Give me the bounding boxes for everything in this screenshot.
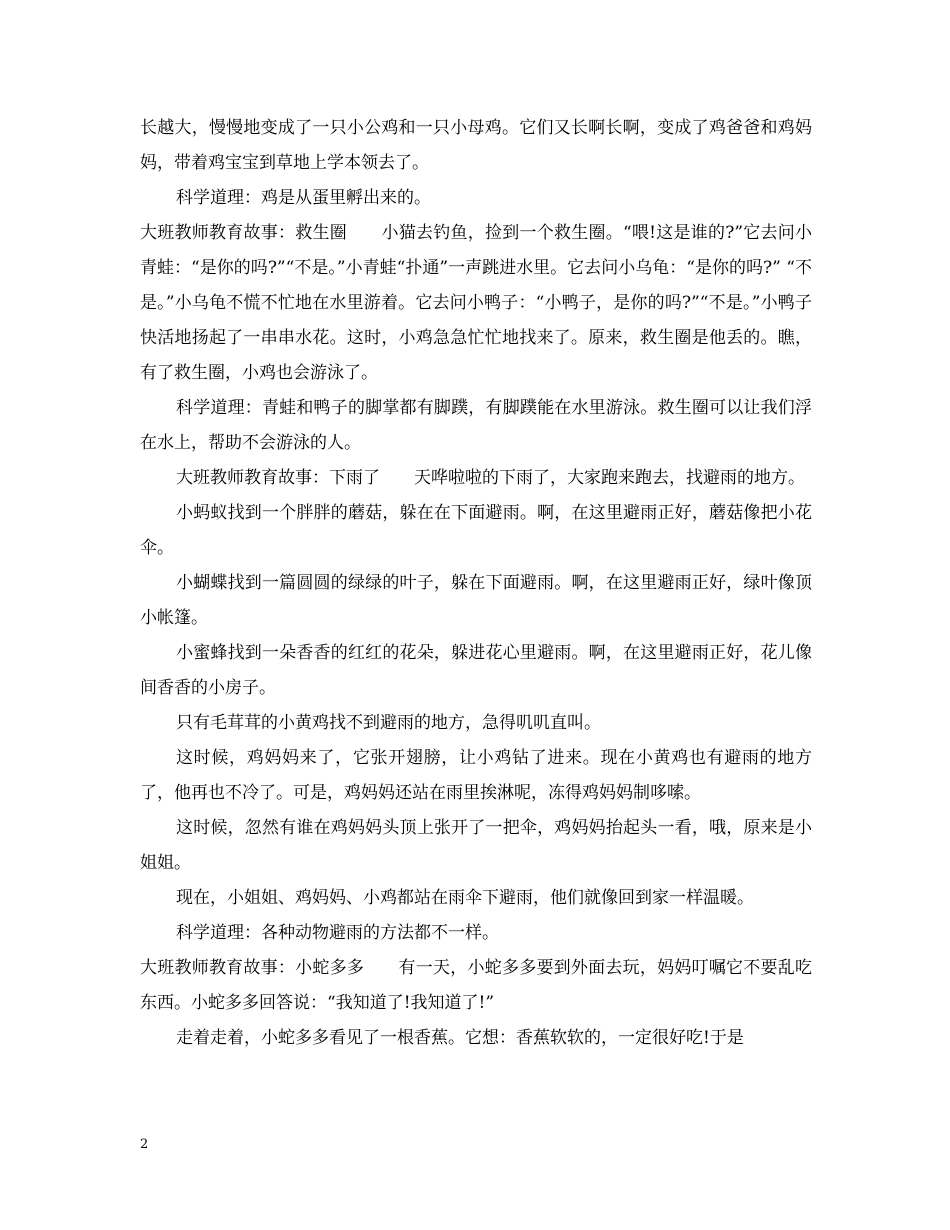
paragraph: 现在，小姐姐、鸡妈妈、小鸡都站在雨伞下避雨，他们就像回到家一样温暖。: [176, 888, 754, 908]
page-number: 2: [140, 1137, 149, 1152]
paragraph: 大班教师教育故事：下雨了 天哗啦啦的下雨了，大家跑来跑去，找避雨的地方。: [176, 468, 805, 488]
paragraph: 走着走着，小蛇多多看见了一根香蕉。它想：香蕉软软的，一定很好吃!于是: [176, 1028, 744, 1048]
paragraph: 长越大，慢慢地变成了一只小公鸡和一只小母鸡。它们又长啊长啊，变成了鸡爸爸和鸡妈妈，带着鸡宝宝到草地上学本领去了。: [140, 118, 812, 173]
paragraph: 科学道理：鸡是从蛋里孵出来的。: [176, 188, 431, 208]
document-body: [140, 111, 812, 1056]
paragraph: 小蜜蜂找到一朵香香的红红的花朵，躲进花心里避雨。啊，在这里避雨正好，花儿像间香香的小房子。: [140, 643, 812, 698]
paragraph: 只有毛茸茸的小黄鸡找不到避雨的地方，急得叽叽直叫。: [176, 713, 601, 733]
paragraph: 大班教师教育故事：救生圈 小猫去钓鱼，捡到一个救生圈。“喂!这是谁的?”它去问小青蛙：“是你的吗?”“不是。”小青蛙“扑通”一声跳进水里。它去问小乌龟：“是你的吗?” “不是。”小乌龟不慌不忙地在水里游着。它去问小鸭子：“小鸭子，是你的吗?”“不是。”小鸭子快活地扬起了一串串水花。这时，小鸡急急忙忙地找来了。原来，救生圈是他丢的。瞧，有了救生圈，小鸡也会游泳了。: [140, 223, 812, 383]
paragraph: 小蚂蚁找到一个胖胖的蘑菇，躲在在下面避雨。啊，在这里避雨正好，蘑菇像把小花伞。: [140, 503, 812, 558]
paragraph: 小蝴蝶找到一篇圆圆的绿绿的叶子，躲在下面避雨。啊，在这里避雨正好，绿叶像顶小帐篷。: [140, 573, 812, 628]
paragraph: 大班教师教育故事：小蛇多多 有一天，小蛇多多要到外面去玩，妈妈叮嘱它不要乱吃东西。小蛇多多回答说：“我知道了!我知道了!”: [140, 958, 812, 1013]
paragraph: 科学道理：青蛙和鸭子的脚掌都有脚蹼，有脚蹼能在水里游泳。救生圈可以让我们浮在水上，帮助不会游泳的人。: [140, 398, 812, 453]
paragraph: 科学道理：各种动物避雨的方法都不一样。: [176, 923, 499, 943]
paragraph: 这时候，忽然有谁在鸡妈妈头顶上张开了一把伞，鸡妈妈抬起头一看，哦，原来是小姐姐。: [140, 818, 812, 873]
paragraph: 这时候，鸡妈妈来了，它张开翅膀，让小鸡钻了进来。现在小黄鸡也有避雨的地方了，他再也不冷了。可是，鸡妈妈还站在雨里挨淋呢，冻得鸡妈妈制哆嗦。: [140, 748, 812, 803]
